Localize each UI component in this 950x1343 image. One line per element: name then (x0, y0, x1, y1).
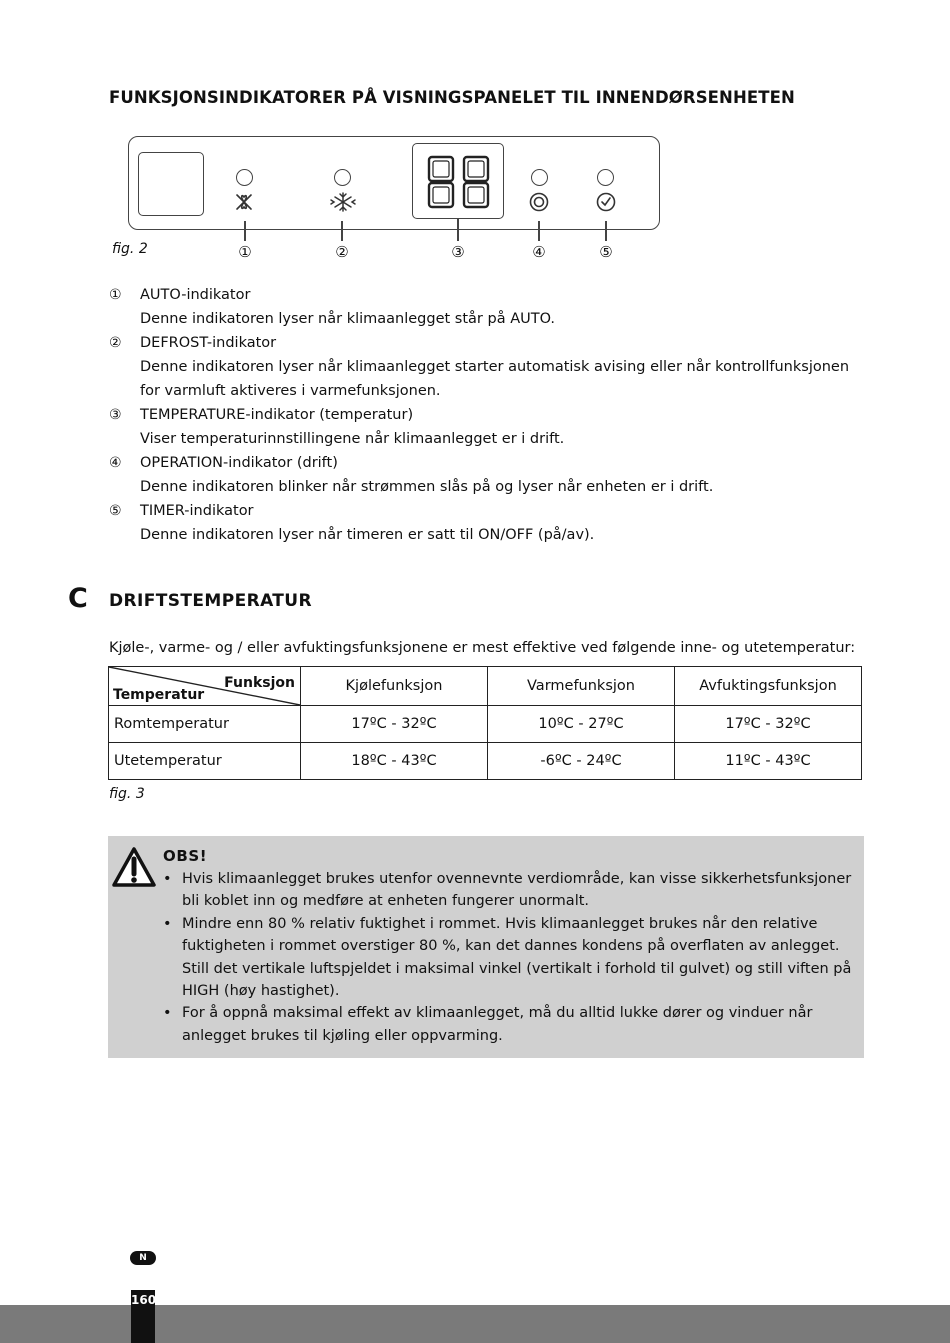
operation-led (531, 169, 548, 186)
table-cell: 11ºC - 43ºC (675, 743, 862, 780)
defrost-icon (330, 191, 356, 213)
table-cell: 18ºC - 43ºC (301, 743, 488, 780)
indicator-name: TIMER-indikator (140, 503, 254, 519)
callout-line (538, 221, 540, 241)
list-marker: ④ (109, 455, 122, 471)
table-header-row (109, 667, 862, 706)
corner-top-label: Funksjon (224, 675, 295, 691)
seven-segment-digits (424, 153, 494, 211)
bullet-icon: • (163, 1005, 172, 1022)
callout-line (341, 221, 343, 241)
indicator-desc: Viser temperaturinnstillingene når klimaanlegget er i drift. (140, 431, 565, 447)
indicator-name: OPERATION-indikator (drift) (140, 455, 338, 471)
table-cell: -6ºC - 24ºC (488, 743, 675, 780)
indicator-desc: Denne indikatoren lyser når klimaanlegget står på AUTO. (140, 311, 556, 327)
indicator-desc: Denne indikatoren lyser når klimaanlegget starter automatisk avising eller når kontrollfunksjonen for varmluft aktiveres i varmefunksjonen. (140, 359, 850, 399)
section-letter: C (68, 583, 88, 614)
list-marker: ① (109, 287, 122, 303)
operation-icon (529, 192, 549, 212)
table-corner-cell (109, 667, 301, 706)
bullet-text: Hvis klimaanlegget brukes utenfor ovennevnte verdiområde, kan visse sikkerhetsfunksjoner bli koblet inn og medføre at enheten fungerer unormalt. (182, 871, 852, 910)
list-marker: ⑤ (109, 503, 122, 519)
bullet-text: For å oppnå maksimal effekt av klimaanlegget, må du alltid lukke dører og vinduer når anlegget brukes til kjøling eller oppvarming. (182, 1005, 813, 1044)
list-item (109, 403, 869, 451)
table-row (109, 743, 862, 780)
list-item (109, 283, 869, 331)
callout-line (244, 221, 246, 241)
indicator-name: TEMPERATURE-indikator (temperatur) (140, 407, 414, 423)
auto-led (236, 169, 253, 186)
display-panel (128, 136, 660, 230)
table-header: Varmefunksjon (488, 667, 675, 706)
list-item (109, 331, 869, 403)
page-number: 160 (131, 1293, 157, 1307)
bullet-icon: • (163, 871, 172, 887)
receiver-window (138, 152, 204, 216)
bullet-icon: • (163, 915, 172, 932)
timer-icon (596, 192, 616, 212)
table-cell: 17ºC - 32ºC (301, 706, 488, 743)
indicator-list (109, 283, 869, 547)
corner-bottom-label: Temperatur (113, 687, 205, 703)
defrost-led (334, 169, 351, 186)
callout-number: ③ (451, 243, 465, 261)
list-item (163, 868, 855, 913)
indicator-desc: Denne indikatoren lyser når timeren er satt til ON/OFF (på/av). (140, 527, 595, 543)
table-cell: 17ºC - 32ºC (675, 706, 862, 743)
list-item (109, 451, 869, 499)
warning-icon (112, 847, 156, 887)
table-row (109, 706, 862, 743)
row-label: Romtemperatur (109, 706, 301, 743)
indicator-desc: Denne indikatoren blinker når strømmen slås på og lyser når enheten er i drift. (140, 479, 714, 495)
figure-label: fig. 3 (109, 786, 145, 802)
callout-number: ④ (532, 243, 546, 261)
list-marker: ② (109, 335, 122, 351)
callout-line (605, 221, 607, 241)
table-header: Avfuktingsfunksjon (675, 667, 862, 706)
list-item (163, 1002, 855, 1047)
section-intro: Kjøle-, varme- og / eller avfuktingsfunksjonene er mest effektive ved følgende inne- og utetemperatur: (109, 640, 856, 656)
section-title: DRIFTSTEMPERATUR (109, 591, 312, 611)
table-cell: 10ºC - 27ºC (488, 706, 675, 743)
list-item (109, 499, 869, 547)
bullet-text: Mindre enn 80 % relativ fuktighet i rommet. Hvis klimaanlegget brukes når den relative fuktigheten i rommet overstiger 80 %, kan det dannes kondens på overflaten av anlegget. Still det vertikale luftspjeldet i maksimal vinkel (vertikalt i forhold til gulvet) og still viften på HIGH (høy hastighet). (182, 915, 852, 1000)
warning-title: OBS! (163, 847, 208, 865)
list-marker: ③ (109, 407, 122, 423)
table-header: Kjølefunksjon (301, 667, 488, 706)
callout-number: ⑤ (599, 243, 613, 261)
warning-list (163, 868, 855, 1047)
auto-icon (234, 192, 254, 212)
callout-number: ① (238, 243, 252, 261)
list-item (163, 913, 855, 1003)
page-title: FUNKSJONSINDIKATORER PÅ VISNINGSPANELET TIL INNENDØRSENHETEN (109, 88, 795, 107)
indicator-name: AUTO-indikator (140, 287, 251, 303)
row-label: Utetemperatur (109, 743, 301, 780)
callout-line (457, 219, 459, 241)
temperature-table (108, 666, 862, 780)
figure-label: fig. 2 (112, 241, 148, 257)
callout-number: ② (335, 243, 349, 261)
language-badge: N (130, 1251, 156, 1265)
indicator-name: DEFROST-indikator (140, 335, 277, 351)
timer-led (597, 169, 614, 186)
